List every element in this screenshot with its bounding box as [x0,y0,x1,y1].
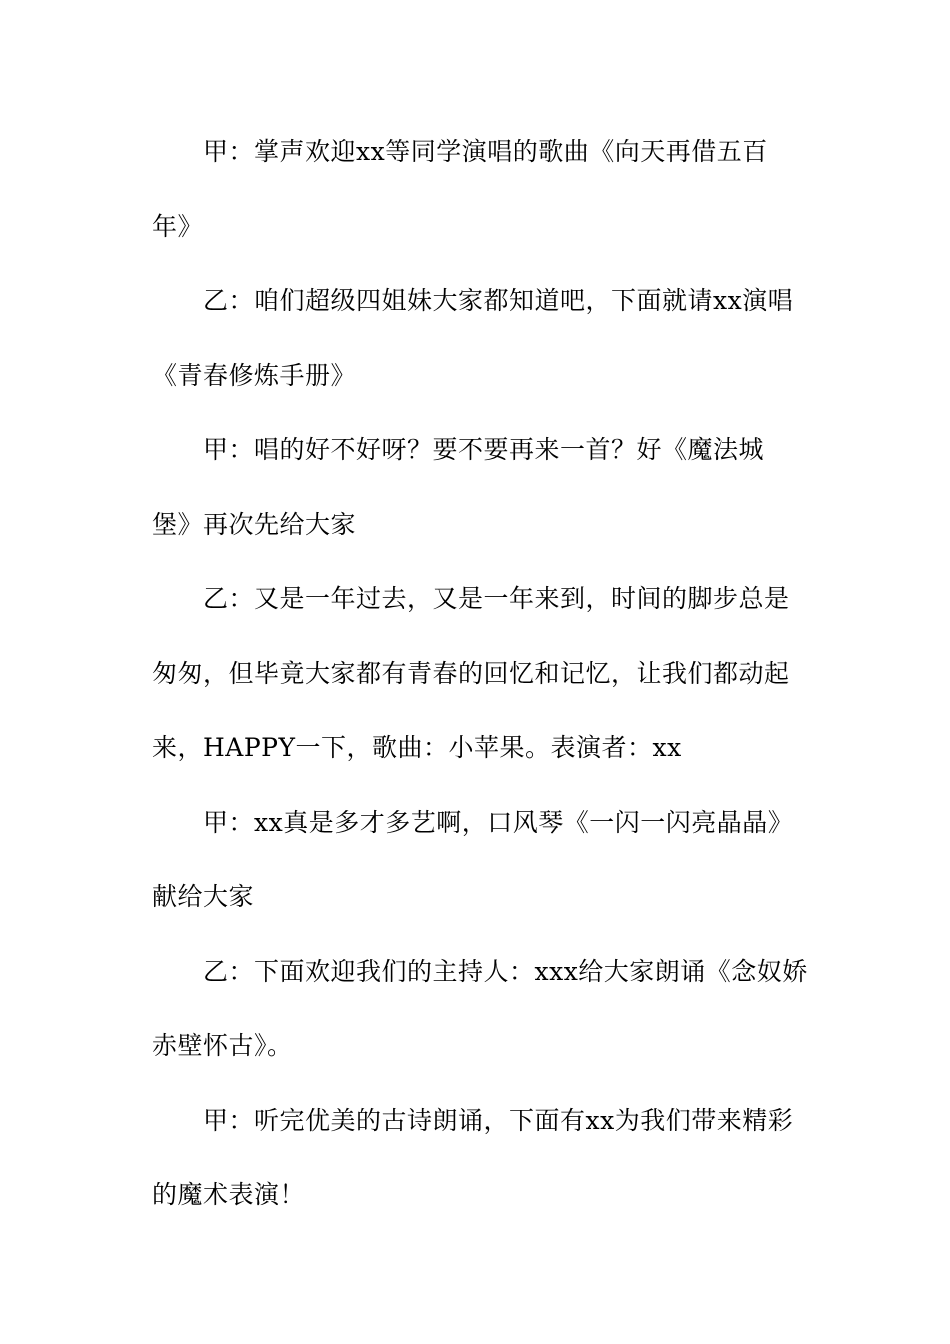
paragraph-1-line-1: 甲：掌声欢迎xx等同学演唱的歌曲《向天再借五百 [203,137,768,166]
paragraph-5-line-2: 献给大家 [152,882,255,911]
paragraph-2-line-2: 《青春修炼手册》 [152,360,357,390]
paragraph-5-line-1: 甲：xx真是多才多艺啊，口风琴《一闪一闪亮晶晶》 [203,807,794,837]
paragraph-4-line-3: 来，HAPPY一下，歌曲：小苹果。表演者：xx [152,733,682,762]
paragraph-2-line-1: 乙：咱们超级四姐妹大家都知道吧，下面就请xx演唱 [203,286,794,315]
paragraph-7-line-1: 甲：听完优美的古诗朗诵，下面有xx为我们带来精彩 [203,1105,794,1135]
paragraph-1-line-2: 年》 [152,211,204,241]
paragraph-4-line-2: 匆匆，但毕竟大家都有青春的回忆和记忆，让我们都动起 [152,658,790,688]
paragraph-7-line-2: 的魔术表演！ [152,1180,306,1209]
paragraph-3-line-1: 甲：唱的好不好呀？要不要再来一首？好《魔法城 [203,435,765,464]
paragraph-4-line-1: 乙：又是一年过去，又是一年来到，时间的脚步总是 [203,584,790,613]
paragraph-3-line-2: 堡》再次先给大家 [152,509,357,539]
paragraph-6-line-1: 乙：下面欢迎我们的主持人：xxx给大家朗诵《念奴娇 [203,956,808,986]
paragraph-6-line-2: 赤壁怀古》。 [152,1031,293,1060]
document-body [152,115,812,1233]
